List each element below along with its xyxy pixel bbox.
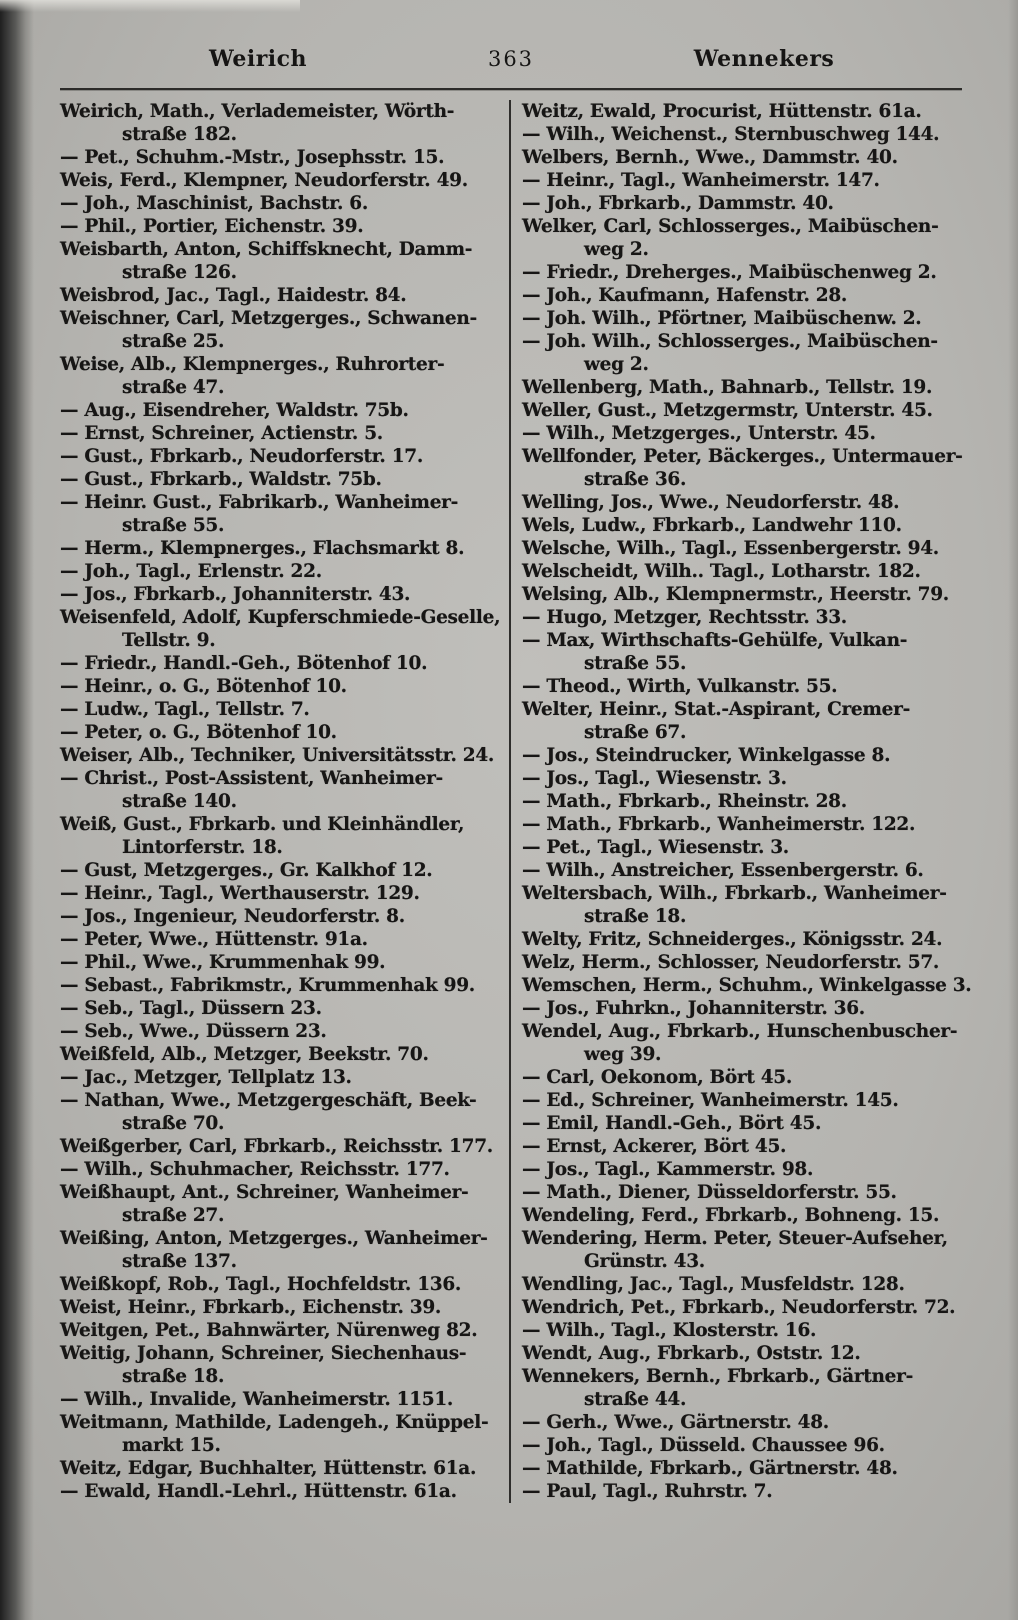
directory-entry bbox=[522, 491, 960, 514]
entry-line: — Aug., Eisendreher, Waldstr. 75b. bbox=[60, 400, 409, 421]
directory-entry bbox=[60, 1388, 498, 1411]
entry-line: Weitig, Johann, Schreiner, Siechenhaus- bbox=[60, 1343, 467, 1364]
directory-entry bbox=[60, 146, 498, 169]
entry-line: — Jos., Steindrucker, Winkelgasse 8. bbox=[522, 745, 891, 766]
entry-line: Wendling, Jac., Tagl., Musfeldstr. 128. bbox=[522, 1274, 905, 1295]
entry-line: — Peter, Wwe., Hüttenstr. 91a. bbox=[60, 929, 368, 950]
directory-entry bbox=[522, 1089, 960, 1112]
directory-entry bbox=[522, 192, 960, 215]
entry-line: — Hugo, Metzger, Rechtsstr. 33. bbox=[522, 607, 847, 628]
directory-entry bbox=[522, 1158, 960, 1181]
directory-entry bbox=[60, 1227, 498, 1273]
entry-line: Weitz, Edgar, Buchhalter, Hüttenstr. 61a. bbox=[60, 1458, 477, 1479]
directory-entry bbox=[522, 169, 960, 192]
entry-line: — Phil., Portier, Eichenstr. 39. bbox=[60, 216, 364, 237]
entry-line: — Peter, o. G., Bötenhof 10. bbox=[60, 722, 337, 743]
entry-line: Wels, Ludw., Fbrkarb., Landwehr 110. bbox=[522, 515, 902, 536]
directory-entry bbox=[60, 1296, 498, 1319]
directory-entry bbox=[522, 606, 960, 629]
entry-line: Weller, Gust., Metzgermstr, Unterstr. 45. bbox=[522, 400, 933, 421]
directory-entry bbox=[60, 353, 498, 399]
directory-entry bbox=[522, 422, 960, 445]
entry-line: — Seb., Tagl., Düssern 23. bbox=[60, 998, 322, 1019]
entry-line: — Friedr., Dreherges., Maibüschenweg 2. bbox=[522, 262, 937, 283]
directory-entry bbox=[522, 629, 960, 675]
entry-line: Wemschen, Herm., Schuhm., Winkelgasse 3. bbox=[522, 975, 972, 996]
directory-entry bbox=[522, 859, 960, 882]
entry-line: — Pet., Tagl., Wiesenstr. 3. bbox=[522, 837, 789, 858]
directory-columns bbox=[60, 100, 972, 1503]
directory-entry bbox=[60, 399, 498, 422]
directory-entry bbox=[522, 1204, 960, 1227]
entry-line: Weisbarth, Anton, Schiffsknecht, Damm- bbox=[60, 239, 473, 260]
page-number: 363 bbox=[487, 47, 535, 71]
directory-entry bbox=[522, 951, 960, 974]
entry-line: — Jos., Tagl., Kammerstr. 98. bbox=[522, 1159, 814, 1180]
directory-entry bbox=[522, 330, 960, 376]
entry-line: Welsing, Alb., Klempnermstr., Heerstr. 79. bbox=[522, 584, 949, 605]
entry-line: Wendeling, Ferd., Fbrkarb., Bohneng. 15. bbox=[522, 1205, 940, 1226]
entry-line: — Math., Diener, Düsseldorferstr. 55. bbox=[522, 1182, 897, 1203]
entry-line: straße 55. bbox=[584, 653, 687, 674]
binding-shadow bbox=[0, 0, 34, 1620]
entry-line: — Ludw., Tagl., Tellstr. 7. bbox=[60, 699, 310, 720]
entry-line: Welscheidt, Wilh.. Tagl., Lotharstr. 182. bbox=[522, 561, 921, 582]
entry-line: Weis, Ferd., Klempner, Neudorferstr. 49. bbox=[60, 170, 468, 191]
entry-line: Wendel, Aug., Fbrkarb., Hunschenbuscher- bbox=[522, 1021, 958, 1042]
entry-line: weg 2. bbox=[584, 239, 649, 260]
directory-entry bbox=[60, 1273, 498, 1296]
right-column bbox=[522, 100, 972, 1503]
entry-line: — Heinr., Tagl., Werthauserstr. 129. bbox=[60, 883, 420, 904]
directory-entry bbox=[60, 997, 498, 1020]
entry-line: Weisenfeld, Adolf, Kupferschmiede-Geselle, bbox=[60, 607, 501, 628]
directory-entry bbox=[522, 1135, 960, 1158]
entry-line: — Paul, Tagl., Ruhrstr. 7. bbox=[522, 1481, 773, 1502]
directory-entry bbox=[522, 261, 960, 284]
directory-entry bbox=[522, 974, 972, 997]
entry-line: — Heinr., Tagl., Wanheimerstr. 147. bbox=[522, 170, 880, 191]
entry-line: — Gust., Fbrkarb., Waldstr. 75b. bbox=[60, 469, 382, 490]
entry-line: — Ernst, Ackerer, Bört 45. bbox=[522, 1136, 787, 1157]
entry-line: — Seb., Wwe., Düssern 23. bbox=[60, 1021, 327, 1042]
entry-line: — Math., Fbrkarb., Wanheimerstr. 122. bbox=[522, 814, 916, 835]
entry-line: straße 126. bbox=[122, 262, 237, 283]
directory-entry bbox=[60, 859, 498, 882]
directory-entry bbox=[522, 836, 960, 859]
entry-line: Weisbrod, Jac., Tagl., Haidestr. 84. bbox=[60, 285, 407, 306]
entry-line: — Ed., Schreiner, Wanheimerstr. 145. bbox=[522, 1090, 899, 1111]
entry-line: Weischner, Carl, Metzgerges., Schwanen- bbox=[60, 308, 477, 329]
entry-line: — Friedr., Handl.-Geh., Bötenhof 10. bbox=[60, 653, 428, 674]
entry-line: Weirich, Math., Verlademeister, Wörth- bbox=[60, 101, 455, 122]
entry-line: — Gust., Fbrkarb., Neudorferstr. 17. bbox=[60, 446, 424, 467]
directory-entry bbox=[60, 813, 498, 859]
directory-entry bbox=[522, 767, 960, 790]
entry-line: Weitgen, Pet., Bahnwärter, Nürenweg 82. bbox=[60, 1320, 478, 1341]
directory-entry bbox=[522, 399, 960, 422]
directory-entry bbox=[60, 767, 498, 813]
directory-entry bbox=[522, 1066, 960, 1089]
entry-line: Wendt, Aug., Fbrkarb., Oststr. 12. bbox=[522, 1343, 861, 1364]
entry-line: — Joh., Fbrkarb., Dammstr. 40. bbox=[522, 193, 834, 214]
directory-entry bbox=[60, 192, 498, 215]
entry-line: straße 36. bbox=[584, 469, 687, 490]
directory-entry bbox=[60, 583, 498, 606]
directory-entry bbox=[522, 744, 960, 767]
entry-line: Wellenberg, Math., Bahnarb., Tellstr. 19. bbox=[522, 377, 933, 398]
entry-line: Welter, Heinr., Stat.-Aspirant, Cremer- bbox=[522, 699, 910, 720]
directory-entry bbox=[60, 974, 498, 997]
entry-line: Welker, Carl, Schlosserges., Maibüschen- bbox=[522, 216, 939, 237]
guide-word-left: Weirich bbox=[208, 46, 308, 72]
entry-line: — Pet., Schuhm.-Mstr., Josephsstr. 15. bbox=[60, 147, 445, 168]
entry-line: Weißhaupt, Ant., Schreiner, Wanheimer- bbox=[60, 1182, 469, 1203]
entry-line: — Joh., Maschinist, Bachstr. 6. bbox=[60, 193, 368, 214]
entry-line: straße 182. bbox=[122, 124, 237, 145]
page-edge-top bbox=[0, 0, 300, 12]
entry-line: Welbers, Bernh., Wwe., Dammstr. 40. bbox=[522, 147, 898, 168]
directory-entry bbox=[60, 1020, 498, 1043]
entry-line: Tellstr. 9. bbox=[122, 630, 216, 651]
directory-entry bbox=[60, 238, 498, 284]
entry-line: — Joh. Wilh., Pförtner, Maibüschenw. 2. bbox=[522, 308, 922, 329]
directory-entry bbox=[60, 905, 498, 928]
entry-line: Welsche, Wilh., Tagl., Essenbergerstr. 94. bbox=[522, 538, 939, 559]
directory-entry bbox=[60, 215, 498, 238]
entry-line: — Wilh., Schuhmacher, Reichsstr. 177. bbox=[60, 1159, 450, 1180]
directory-entry bbox=[522, 1365, 960, 1411]
directory-entry bbox=[60, 537, 498, 560]
directory-entry bbox=[60, 951, 498, 974]
directory-entry bbox=[522, 537, 960, 560]
directory-entry bbox=[60, 1135, 498, 1158]
directory-entry bbox=[60, 1480, 498, 1503]
column-divider bbox=[509, 100, 511, 1503]
entry-line: — Wilh., Metzgerges., Unterstr. 45. bbox=[522, 423, 876, 444]
entry-line: Weist, Heinr., Fbrkarb., Eichenstr. 39. bbox=[60, 1297, 442, 1318]
directory-entry bbox=[60, 422, 498, 445]
directory-entry bbox=[522, 215, 960, 261]
directory-entry bbox=[60, 560, 498, 583]
entry-line: Welling, Jos., Wwe., Neudorferstr. 48. bbox=[522, 492, 900, 513]
directory-entry bbox=[522, 928, 960, 951]
entry-line: — Joh., Tagl., Erlenstr. 22. bbox=[60, 561, 322, 582]
entry-line: Weißgerber, Carl, Fbrkarb., Reichsstr. 177. bbox=[60, 1136, 493, 1157]
entry-line: — Max, Wirthschafts-Gehülfe, Vulkan- bbox=[522, 630, 908, 651]
directory-entry bbox=[60, 1089, 498, 1135]
directory-entry bbox=[522, 1273, 960, 1296]
directory-entry bbox=[522, 100, 960, 123]
directory-entry bbox=[522, 514, 960, 537]
entry-line: — Jac., Metzger, Tellplatz 13. bbox=[60, 1067, 352, 1088]
directory-entry bbox=[60, 1457, 498, 1480]
entry-line: straße 44. bbox=[584, 1389, 687, 1410]
directory-entry bbox=[522, 1342, 960, 1365]
directory-entry bbox=[522, 1434, 960, 1457]
directory-entry bbox=[60, 698, 498, 721]
directory-entry bbox=[522, 675, 960, 698]
entry-line: straße 47. bbox=[122, 377, 225, 398]
left-column bbox=[60, 100, 501, 1503]
entry-line: Weltersbach, Wilh., Fbrkarb., Wanheimer- bbox=[522, 883, 947, 904]
entry-line: — Joh., Tagl., Düsseld. Chaussee 96. bbox=[522, 1435, 885, 1456]
entry-line: Weiser, Alb., Techniker, Universitätsstr. 24. bbox=[60, 745, 495, 766]
entry-line: — Theod., Wirth, Vulkanstr. 55. bbox=[522, 676, 838, 697]
entry-line: — Wilh., Tagl., Klosterstr. 16. bbox=[522, 1320, 817, 1341]
header-rule bbox=[60, 88, 962, 90]
directory-entry bbox=[60, 1342, 498, 1388]
entry-line: — Joh., Kaufmann, Hafenstr. 28. bbox=[522, 285, 848, 306]
entry-line: straße 25. bbox=[122, 331, 225, 352]
entry-line: straße 27. bbox=[122, 1205, 225, 1226]
directory-entry bbox=[522, 445, 963, 491]
entry-line: — Gerh., Wwe., Gärtnerstr. 48. bbox=[522, 1412, 829, 1433]
directory-entry bbox=[522, 813, 960, 836]
entry-line: Grünstr. 43. bbox=[584, 1251, 705, 1272]
page-content bbox=[60, 46, 972, 1503]
directory-entry bbox=[60, 1043, 498, 1066]
entry-line: — Jos., Tagl., Wiesenstr. 3. bbox=[522, 768, 787, 789]
directory-entry bbox=[60, 445, 498, 468]
entry-line: Weitmann, Mathilde, Ladengeh., Knüppel- bbox=[60, 1412, 489, 1433]
directory-entry bbox=[60, 744, 498, 767]
entry-line: Weise, Alb., Klempnerges., Ruhrorter- bbox=[60, 354, 445, 375]
directory-entry bbox=[522, 560, 960, 583]
entry-line: straße 67. bbox=[584, 722, 687, 743]
entry-line: — Wilh., Anstreicher, Essenbergerstr. 6. bbox=[522, 860, 924, 881]
entry-line: — Ernst, Schreiner, Actienstr. 5. bbox=[60, 423, 383, 444]
entry-line: — Joh. Wilh., Schlosserges., Maibüschen- bbox=[522, 331, 938, 352]
entry-line: straße 137. bbox=[122, 1251, 237, 1272]
entry-line: — Emil, Handl.-Geh., Bört 45. bbox=[522, 1113, 822, 1134]
entry-line: — Gust, Metzgerges., Gr. Kalkhof 12. bbox=[60, 860, 433, 881]
entry-line: — Phil., Wwe., Krummenhak 99. bbox=[60, 952, 386, 973]
entry-line: — Herm., Klempnerges., Flachsmarkt 8. bbox=[60, 538, 465, 559]
entry-line: straße 55. bbox=[122, 515, 225, 536]
directory-entry bbox=[60, 928, 498, 951]
directory-entry bbox=[60, 1158, 498, 1181]
directory-entry bbox=[60, 1181, 498, 1227]
page-edge-right bbox=[1008, 0, 1018, 1620]
directory-entry bbox=[522, 1181, 960, 1204]
entry-line: Weißfeld, Alb., Metzger, Beekstr. 70. bbox=[60, 1044, 429, 1065]
entry-line: — Mathilde, Fbrkarb., Gärtnerstr. 48. bbox=[522, 1458, 898, 1479]
directory-entry bbox=[60, 1066, 498, 1089]
directory-entry bbox=[60, 100, 498, 146]
entry-line: weg 2. bbox=[584, 354, 649, 375]
directory-entry bbox=[60, 675, 498, 698]
directory-entry bbox=[60, 652, 498, 675]
entry-line: — Nathan, Wwe., Metzgergeschäft, Beek- bbox=[60, 1090, 477, 1111]
directory-entry bbox=[522, 997, 960, 1020]
entry-line: Wennekers, Bernh., Fbrkarb., Gärtner- bbox=[522, 1366, 913, 1387]
entry-line: — Christ., Post-Assistent, Wanheimer- bbox=[60, 768, 443, 789]
directory-entry bbox=[60, 307, 498, 353]
entry-line: weg 39. bbox=[584, 1044, 662, 1065]
entry-line: straße 18. bbox=[122, 1366, 225, 1387]
directory-entry bbox=[522, 698, 960, 744]
directory-entry bbox=[522, 284, 960, 307]
directory-entry bbox=[522, 1020, 960, 1066]
directory-entry bbox=[522, 1296, 960, 1319]
entry-line: — Jos., Fbrkarb., Johanniterstr. 43. bbox=[60, 584, 411, 605]
directory-entry bbox=[60, 1411, 498, 1457]
entry-line: Lintorferstr. 18. bbox=[122, 837, 283, 858]
directory-entry bbox=[522, 307, 960, 330]
directory-entry bbox=[522, 1227, 960, 1273]
directory-entry bbox=[60, 882, 498, 905]
directory-entry bbox=[522, 1319, 960, 1342]
entry-line: straße 18. bbox=[584, 906, 687, 927]
entry-line: Weißkopf, Rob., Tagl., Hochfeldstr. 136. bbox=[60, 1274, 462, 1295]
entry-line: Wendrich, Pet., Fbrkarb., Neudorferstr. 72. bbox=[522, 1297, 956, 1318]
directory-entry bbox=[60, 468, 498, 491]
entry-line: — Heinr., o. G., Bötenhof 10. bbox=[60, 676, 347, 697]
entry-line: straße 70. bbox=[122, 1113, 225, 1134]
directory-entry bbox=[60, 606, 501, 652]
directory-entry bbox=[522, 882, 960, 928]
entry-line: — Jos., Fuhrkn., Johanniterstr. 36. bbox=[522, 998, 865, 1019]
directory-entry bbox=[522, 1457, 960, 1480]
entry-line: Weiß, Gust., Fbrkarb. und Kleinhändler, bbox=[60, 814, 465, 835]
entry-line: — Jos., Ingenieur, Neudorferstr. 8. bbox=[60, 906, 405, 927]
entry-line: — Sebast., Fabrikmstr., Krummenhak 99. bbox=[60, 975, 475, 996]
directory-entry bbox=[522, 376, 960, 399]
directory-entry bbox=[60, 1319, 498, 1342]
entry-line: Weißing, Anton, Metzgerges., Wanheimer- bbox=[60, 1228, 488, 1249]
entry-line: — Math., Fbrkarb., Rheinstr. 28. bbox=[522, 791, 847, 812]
entry-line: — Carl, Oekonom, Bört 45. bbox=[522, 1067, 792, 1088]
directory-entry bbox=[60, 721, 498, 744]
entry-line: Welz, Herm., Schlosser, Neudorferstr. 57. bbox=[522, 952, 940, 973]
directory-entry bbox=[522, 146, 960, 169]
entry-line: markt 15. bbox=[122, 1435, 221, 1456]
directory-entry bbox=[60, 284, 498, 307]
directory-entry bbox=[522, 1112, 960, 1135]
entry-line: straße 140. bbox=[122, 791, 237, 812]
entry-line: — Wilh., Invalide, Wanheimerstr. 1151. bbox=[60, 1389, 454, 1410]
directory-entry bbox=[522, 583, 960, 606]
page-header bbox=[60, 46, 962, 80]
directory-entry bbox=[522, 790, 960, 813]
entry-line: — Wilh., Weichenst., Sternbuschweg 144. bbox=[522, 124, 940, 145]
directory-entry bbox=[522, 1411, 960, 1434]
directory-entry bbox=[60, 169, 498, 192]
directory-entry bbox=[522, 123, 960, 146]
entry-line: Wendering, Herm. Peter, Steuer-Aufseher, bbox=[522, 1228, 948, 1249]
guide-word-right: Wennekers bbox=[693, 46, 835, 72]
entry-line: — Heinr. Gust., Fabrikarb., Wanheimer- bbox=[60, 492, 458, 513]
entry-line: Weitz, Ewald, Procurist, Hüttenstr. 61a. bbox=[522, 101, 922, 122]
directory-entry bbox=[522, 1480, 960, 1503]
entry-line: Welty, Fritz, Schneiderges., Königsstr. 24. bbox=[522, 929, 943, 950]
entry-line: — Ewald, Handl.-Lehrl., Hüttenstr. 61a. bbox=[60, 1481, 457, 1502]
directory-entry bbox=[60, 491, 498, 537]
entry-line: Wellfonder, Peter, Bäckerges., Untermauer- bbox=[522, 446, 963, 467]
